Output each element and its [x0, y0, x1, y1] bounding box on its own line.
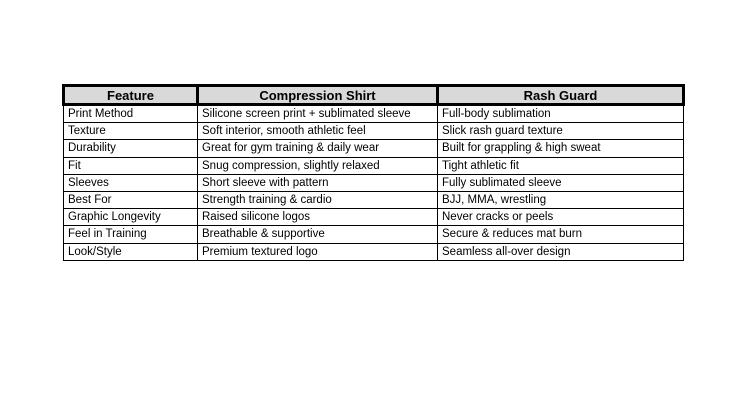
cell-compression: Breathable & supportive [198, 226, 438, 243]
cell-compression: Short sleeve with pattern [198, 174, 438, 191]
table-row [64, 157, 684, 174]
cell-rashguard: Fully sublimated sleeve [438, 174, 684, 191]
cell-compression: Premium textured logo [198, 243, 438, 260]
cell-compression: Strength training & cardio [198, 191, 438, 208]
cell-feature: Look/Style [64, 243, 198, 260]
table-row [64, 226, 684, 243]
cell-rashguard: Seamless all-over design [438, 243, 684, 260]
cell-compression: Great for gym training & daily wear [198, 140, 438, 157]
header-row [64, 86, 684, 105]
table-row [64, 209, 684, 226]
cell-rashguard: Secure & reduces mat burn [438, 226, 684, 243]
cell-compression: Snug compression, slightly relaxed [198, 157, 438, 174]
cell-feature: Durability [64, 140, 198, 157]
cell-rashguard: Tight athletic fit [438, 157, 684, 174]
column-header-feature: Feature [64, 86, 198, 105]
cell-rashguard: Slick rash guard texture [438, 123, 684, 140]
table-row [64, 243, 684, 260]
cell-feature: Feel in Training [64, 226, 198, 243]
cell-feature: Sleeves [64, 174, 198, 191]
cell-compression: Soft interior, smooth athletic feel [198, 123, 438, 140]
cell-rashguard: Never cracks or peels [438, 209, 684, 226]
table-row [64, 174, 684, 191]
table-row [64, 140, 684, 157]
cell-rashguard: Full-body sublimation [438, 105, 684, 123]
cell-feature: Best For [64, 191, 198, 208]
cell-rashguard: BJJ, MMA, wrestling [438, 191, 684, 208]
cell-feature: Fit [64, 157, 198, 174]
cell-feature: Texture [64, 123, 198, 140]
cell-rashguard: Built for grappling & high sweat [438, 140, 684, 157]
cell-compression: Silicone screen print + sublimated sleeve [198, 105, 438, 123]
table-row [64, 191, 684, 208]
column-header-compression-shirt: Compression Shirt [198, 86, 438, 105]
table-row [64, 105, 684, 123]
comparison-table [62, 84, 685, 261]
column-header-rash-guard: Rash Guard [438, 86, 684, 105]
cell-feature: Graphic Longevity [64, 209, 198, 226]
cell-feature: Print Method [64, 105, 198, 123]
table-row [64, 123, 684, 140]
cell-compression: Raised silicone logos [198, 209, 438, 226]
